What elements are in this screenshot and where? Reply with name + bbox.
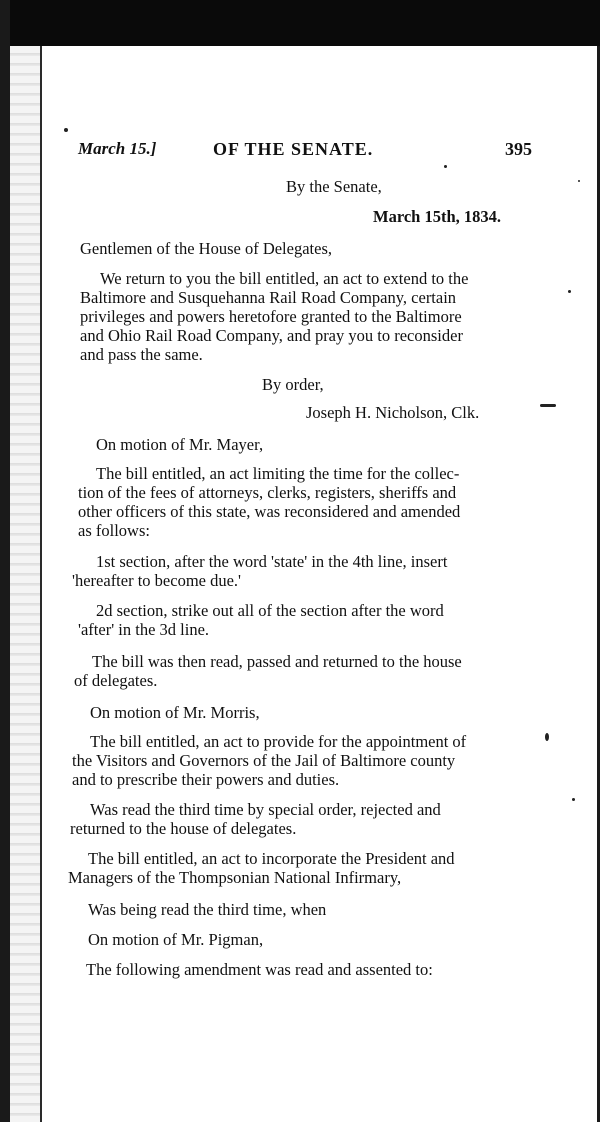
bill-two-line: the Visitors and Governors of the Jail of Baltimore county <box>72 751 456 770</box>
facing-page-edge <box>10 46 40 1122</box>
message-body-line: privileges and powers heretofore granted to the Baltimore <box>80 307 462 326</box>
bill-two-line: The bill entitled, an act to provide for the appointment of <box>90 732 467 751</box>
amendment-section-one: 1st section, after the word 'state' in the 4th line, insert <box>96 552 448 571</box>
motion-pigman: On motion of Mr. Pigman, <box>88 930 264 949</box>
running-head-date: March 15.] <box>78 139 157 158</box>
message-body-line: and pass the same. <box>80 345 203 364</box>
bill-one-line: The bill entitled, an act limiting the time for the collec- <box>96 464 460 483</box>
bill-two-line: and to prescribe their powers and duties. <box>72 770 340 789</box>
bill-rejected: returned to the house of delegates. <box>70 819 297 838</box>
ink-speck <box>568 290 571 293</box>
bill-three-line: The bill entitled, an act to incorporate the President and <box>88 849 455 868</box>
ink-speck <box>64 128 68 132</box>
message-body-line: and Ohio Rail Road Company, and pray you to reconsider <box>80 326 463 345</box>
amendment-section-two: 'after' in the 3d line. <box>78 620 210 639</box>
bill-passed: of delegates. <box>74 671 158 690</box>
bill-one-line: other officers of this state, was reconsidered and amended <box>78 502 461 521</box>
being-read: Was being read the third time, when <box>88 900 327 919</box>
amendment-intro: The following amendment was read and assented to: <box>86 960 433 979</box>
message-by-line: By the Senate, <box>286 177 382 196</box>
message-salutation: Gentlemen of the House of Delegates, <box>80 239 332 258</box>
ink-speck <box>444 165 447 168</box>
motion-morris: On motion of Mr. Morris, <box>90 703 260 722</box>
message-body-line: We return to you the bill entitled, an act to extend to the <box>100 269 469 288</box>
message-body-line: Baltimore and Susquehanna Rail Road Company, certain <box>80 288 457 307</box>
bill-one-line: as follows: <box>78 521 150 540</box>
bill-three-line: Managers of the Thompsonian National Infirmary, <box>68 868 402 887</box>
motion-mayer: On motion of Mr. Mayer, <box>96 435 264 454</box>
page-gutter <box>40 46 42 1122</box>
page-number: 395 <box>505 139 532 159</box>
by-order: By order, <box>262 375 324 394</box>
bill-rejected: Was read the third time by special order, rejected and <box>90 800 441 819</box>
clerk-signature: Joseph H. Nicholson, Clk. <box>306 403 480 422</box>
ink-speck <box>578 180 580 182</box>
ink-speck <box>545 733 549 741</box>
message-date: March 15th, 1834. <box>373 207 502 226</box>
scan-left-border <box>0 0 10 1122</box>
scan-top-border <box>0 0 600 46</box>
ink-speck <box>572 798 575 801</box>
running-head-title: OF THE SENATE. <box>213 139 374 159</box>
bill-one-line: tion of the fees of attorneys, clerks, registers, sheriffs and <box>78 483 457 502</box>
ink-speck <box>540 404 556 407</box>
amendment-section-two: 2d section, strike out all of the section after the word <box>96 601 444 620</box>
bill-passed: The bill was then read, passed and returned to the house <box>92 652 462 671</box>
amendment-section-one: 'hereafter to become due.' <box>72 571 242 590</box>
